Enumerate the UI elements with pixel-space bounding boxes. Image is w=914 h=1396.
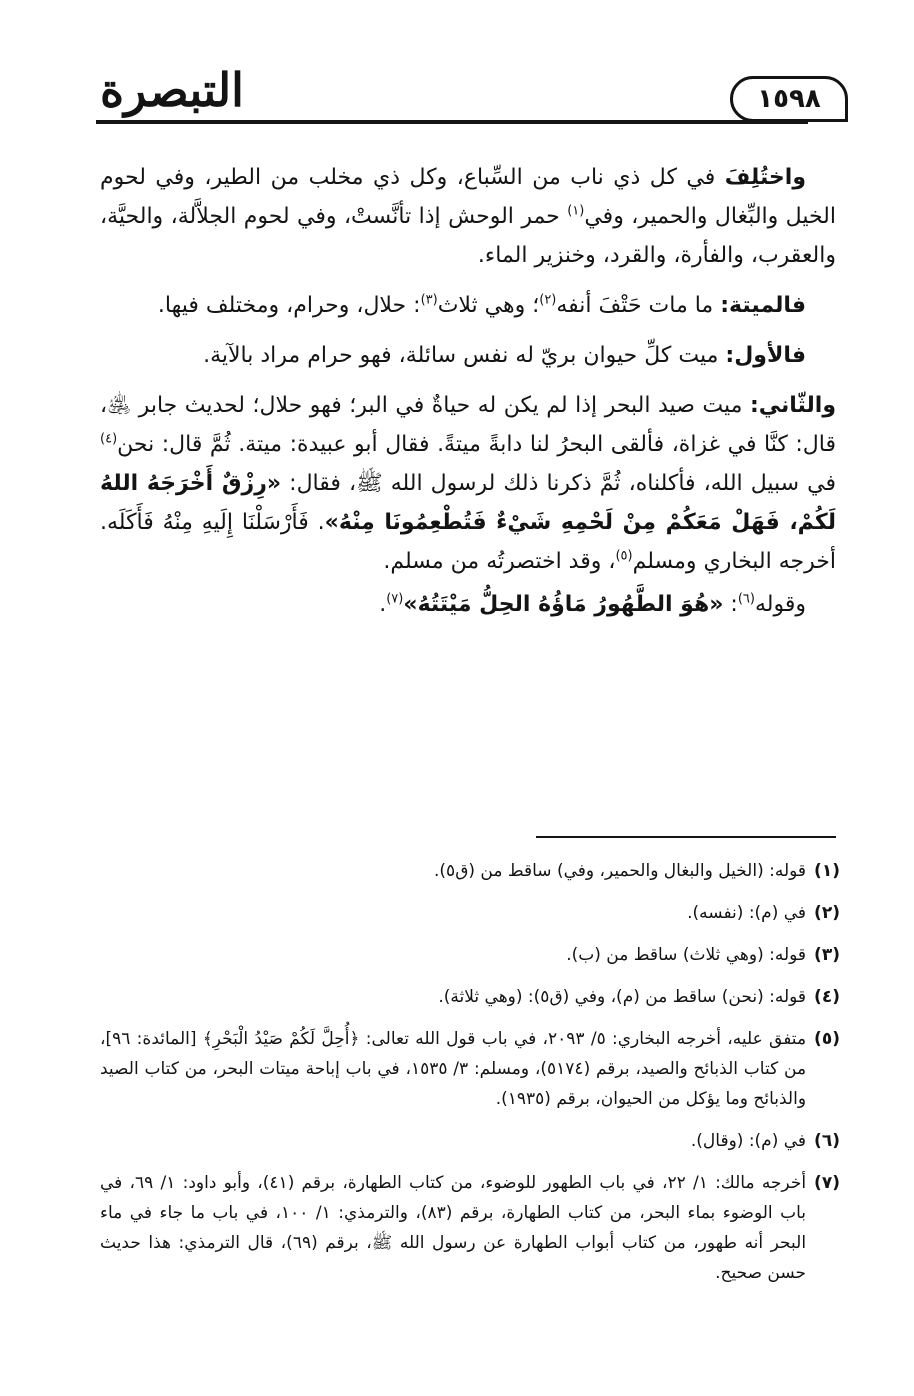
paragraph-text: ؛ وهي ثلاث — [437, 293, 540, 318]
footnote-number: (٣) — [814, 945, 840, 965]
paragraph-text: في سبيل الله، فأكلناه، ثُمَّ ذكرنا ذلك لرسول الله ﷺ، فقال: — [281, 471, 836, 496]
footnote-item — [100, 1126, 840, 1156]
footnote-number: (١) — [814, 861, 840, 881]
footnote-ref-2[interactable]: (٢) — [539, 292, 557, 308]
footnote-text: قوله: (نحن) ساقط من (م)، وفي (ق٥): (وهي ثلاثة). — [438, 987, 807, 1007]
paragraph-text: : — [723, 592, 738, 617]
book-title: التبصرة — [100, 63, 244, 117]
footnote-text: في (م): (وقال). — [690, 1131, 807, 1151]
keyword-second: والثّاني: — [749, 393, 836, 418]
paragraph-text: ميت صيد البحر إذا لم يكن له حياةٌ في البر؛ فهو حلال؛ لحديث جابر ﵁، قال: كنَّا في غزاة، فألقى البحرُ لنا دابةً ميتةً. فقال أبو عبيدة: ميتة. ثُمَّ قال: نحن — [100, 393, 836, 457]
footnote-number: (٤) — [814, 987, 840, 1007]
paragraph-second — [100, 386, 836, 581]
footnote-separator — [536, 836, 836, 838]
running-header — [96, 60, 848, 134]
paragraph-intro — [100, 158, 836, 275]
paragraph-hadith-tahur — [100, 585, 836, 624]
footnote-ref-6[interactable]: (٦) — [737, 591, 755, 607]
keyword-ikhtulif: واختُلِفَ — [724, 165, 806, 190]
footnote-ref-7[interactable]: (٧) — [386, 591, 404, 607]
paragraph-text: : حلال، وحرام، ومختلف فيها. — [157, 293, 421, 318]
main-text — [100, 158, 836, 635]
paragraph-text: في كل ذي ناب من السِّباع، وكل ذي مخلب من الطير، وفي لحوم الخيل والبِّغال والحمير، وفي — [100, 165, 836, 229]
paragraph-text: ميت كلِّ حيوان بريّ له نفس سائلة، فهو حرام مراد بالآية. — [203, 343, 726, 368]
footnote-item — [100, 898, 840, 928]
paragraph-text: حمر الوحش إذا تأنَّستْ، وفي لحوم الجلاَّلة، والحيَّة، والعقرب، والفأرة، والقرد، وخنزير الماء. — [100, 204, 836, 268]
footnote-number: (٢) — [814, 903, 840, 923]
paragraph-first — [100, 336, 836, 375]
footnote-ref-4[interactable]: (٤) — [100, 431, 118, 447]
hadith-quote: «هُوَ الطَّهُورُ مَاؤُهُ الحِلُّ مَيْتَتُهُ» — [403, 592, 724, 617]
paragraph-text: . فَأَرْسَلْنَا إِلَيهِ مِنْهُ فَأَكَلَه. أخرجه البخاري ومسلم — [100, 510, 836, 574]
keyword-first: فالأول: — [725, 343, 806, 368]
footnote-number: (٦) — [814, 1131, 840, 1151]
hadith-quote: «رِزْقٌ أَخْرَجَهُ اللهُ لَكُمْ، فَهَلْ مَعَكُمْ مِنْ لَحْمِهِ شَيْءٌ فَتُطْعِمُونَا مِنْهُ» — [100, 471, 836, 535]
footnotes — [100, 856, 840, 1300]
footnote-text: متفق عليه، أخرجه البخاري: ٥/ ٢٠٩٣، في باب قول الله تعالى: ﴿أُحِلَّ لَكُمْ صَيْدُ الْبَحْرِ﴾ [المائدة: ٩٦]، من كتاب الذبائح والصيد، برقم (٥١٧٤)، ومسلم: ٣/ ١٥٣٥، في باب إباحة ميتات البحر، من كتاب الصيد والذبائح وما يؤكل من الحيوان، برقم (١٩٣٥). — [100, 1029, 807, 1109]
footnote-number: (٥) — [814, 1029, 840, 1049]
footnote-item — [100, 982, 840, 1012]
paragraph-maytah — [100, 286, 836, 325]
paragraph-text: . — [379, 592, 387, 617]
footnote-item — [100, 940, 840, 970]
footnote-text: قوله: (الخيل والبغال والحمير، وفي) ساقط من (ق٥). — [434, 861, 807, 881]
footnote-number: (٧) — [814, 1173, 840, 1193]
footnote-text: أخرجه مالك: ١/ ٢٢، في باب الطهور للوضوء، من كتاب الطهارة، برقم (٤١)، وأبو داود: ١/ ٦٩، في باب الوضوء بماء البحر، من كتاب الطهارة، برقم (٨٣)، والترمذي: ١/ ١٠٠، في باب ما جاء في ماء البحر أنه طهور، من كتاب أبواب الطهارة عن رسول الله ﷺ، برقم (٦٩)، قال الترمذي: هذا حديث حسن صحيح. — [100, 1173, 807, 1283]
footnote-ref-1[interactable]: (١) — [567, 203, 585, 219]
footnote-item — [100, 1024, 840, 1114]
paragraph-text: ما مات حَتْفَ أنفه — [556, 293, 721, 318]
paragraph-text: وقوله — [754, 592, 806, 617]
footnote-item — [100, 856, 840, 886]
keyword-maytah: فالميتة: — [720, 293, 806, 318]
footnote-text: في (م): (نفسه). — [687, 903, 807, 923]
footnote-text: قوله: (وهي ثلاث) ساقط من (ب). — [566, 945, 807, 965]
header-rule — [96, 120, 808, 124]
page-number: ١٥٩٨ — [730, 76, 848, 122]
paragraph-text: ، وقد اختصرتُه من مسلم. — [383, 549, 616, 574]
footnote-ref-5[interactable]: (٥) — [615, 548, 633, 564]
footnote-ref-3[interactable]: (٣) — [420, 292, 438, 308]
footnote-item — [100, 1168, 840, 1288]
